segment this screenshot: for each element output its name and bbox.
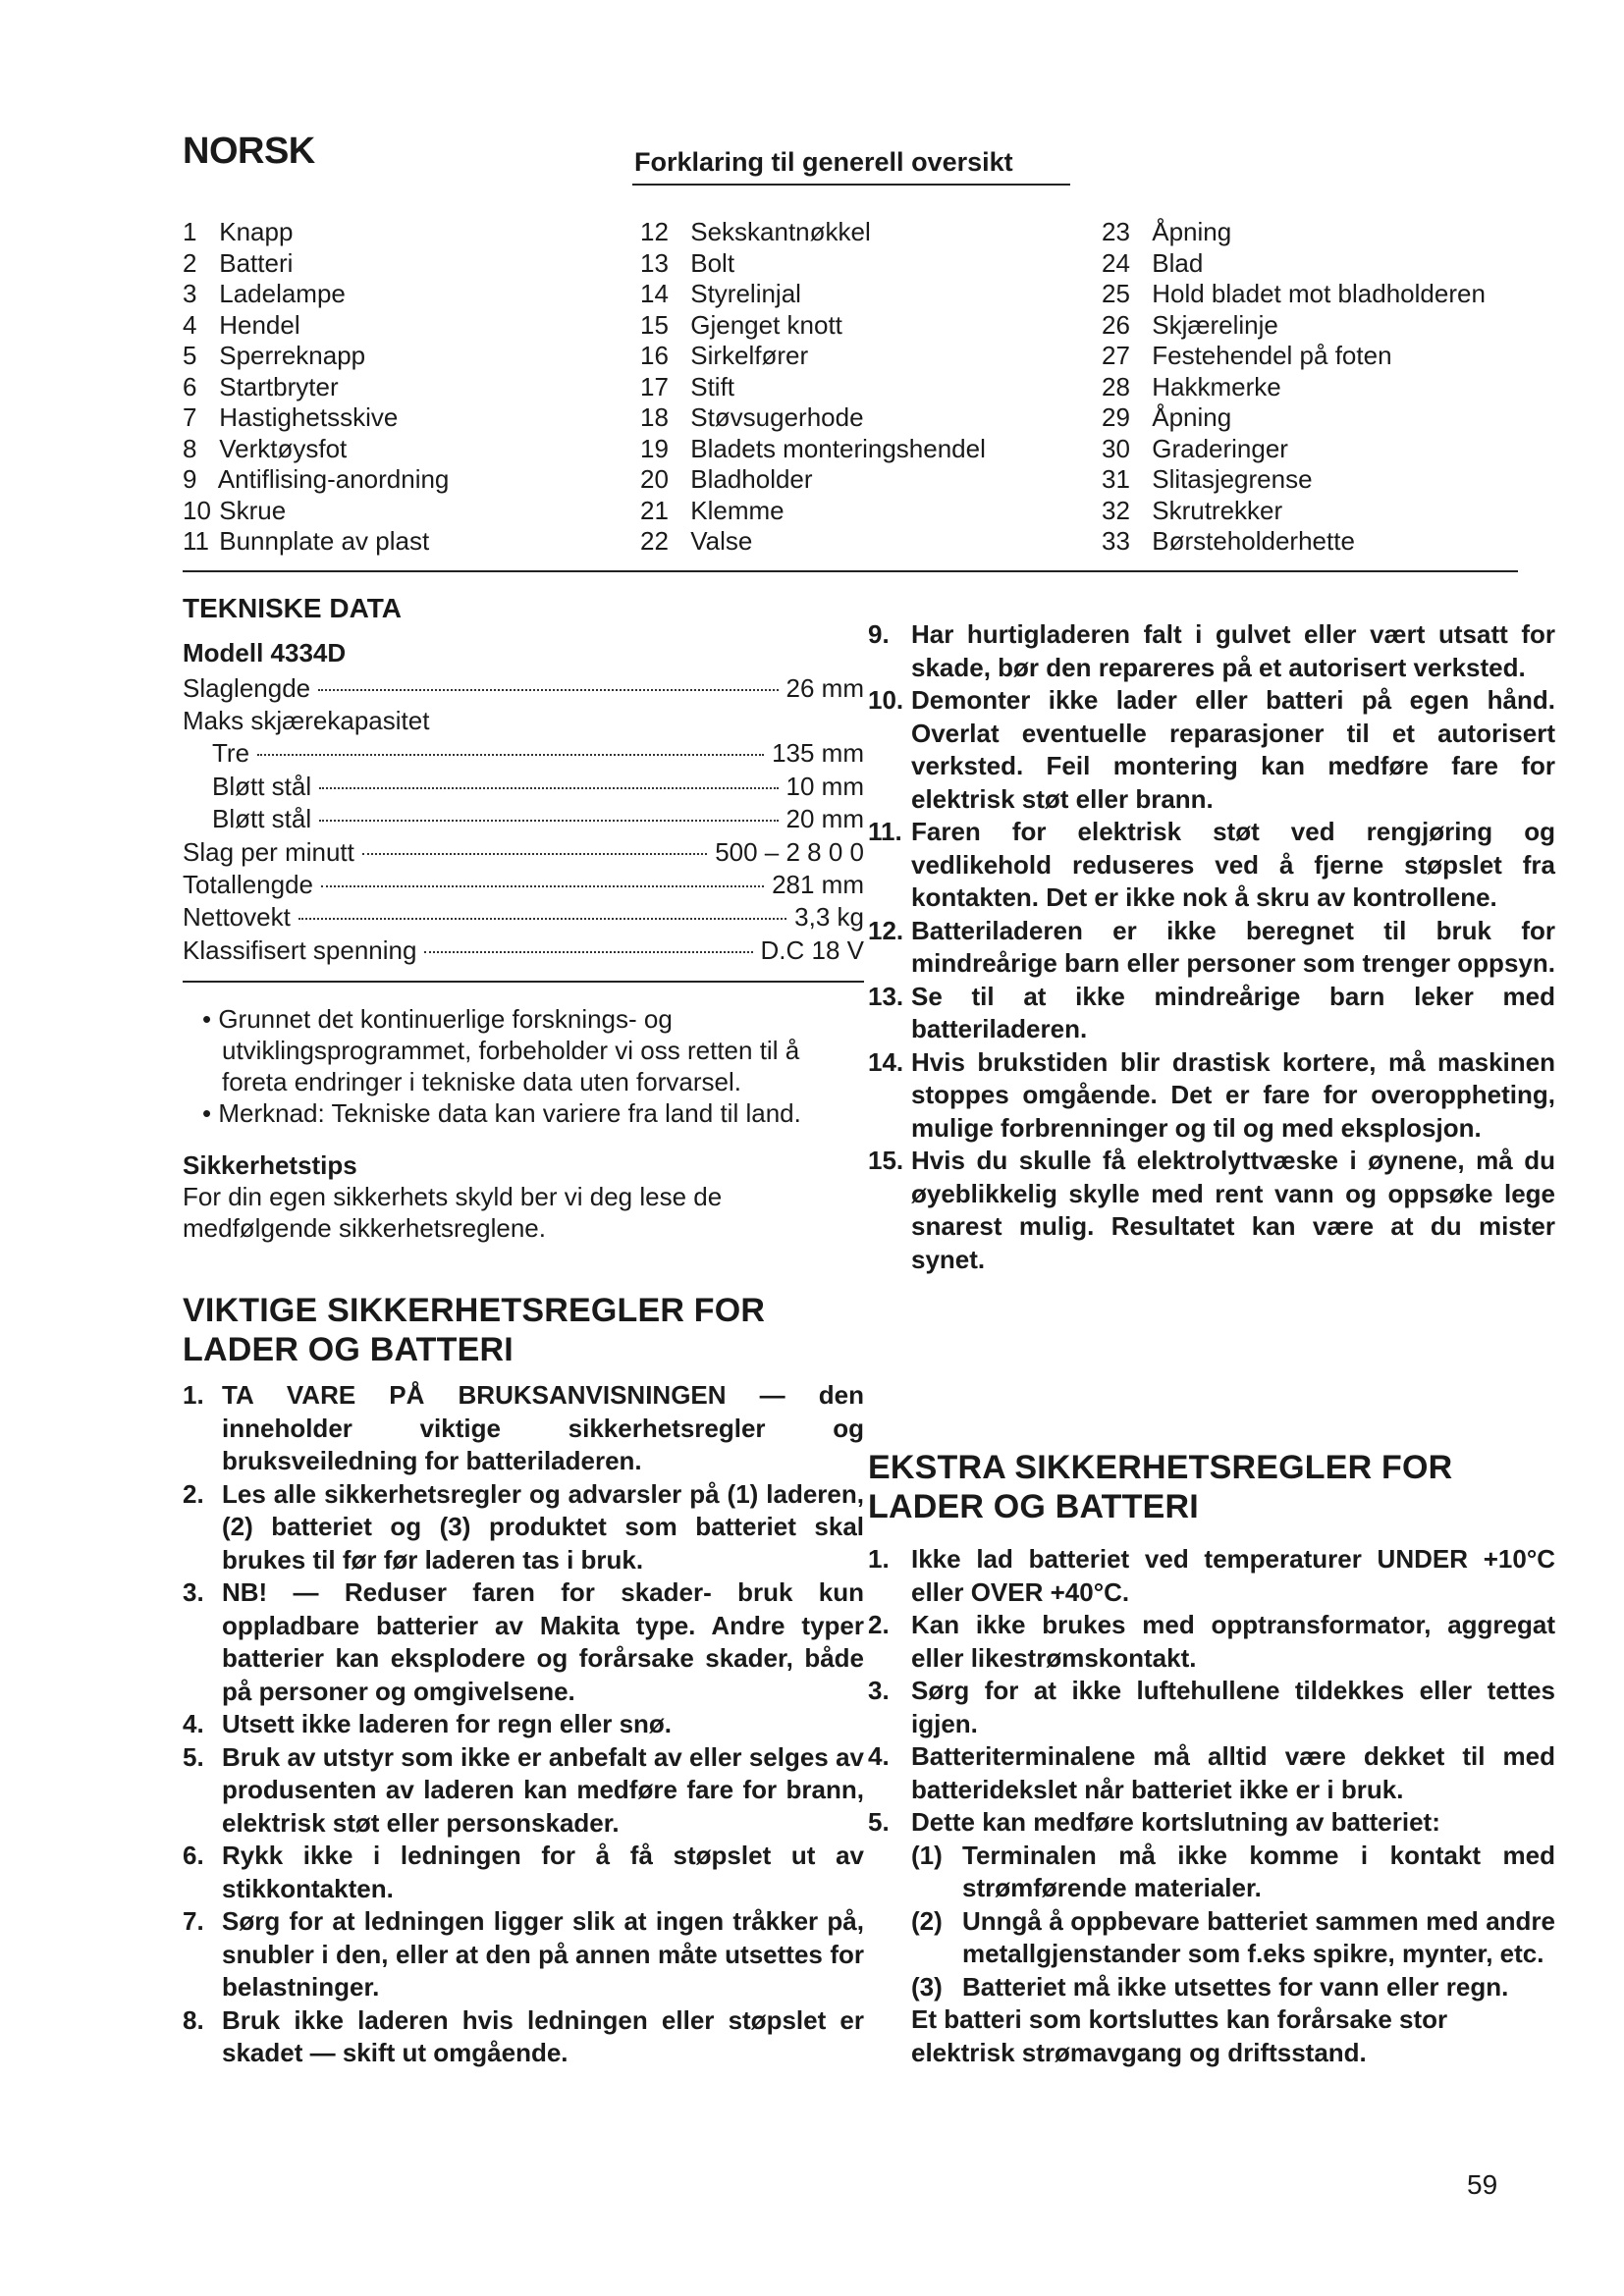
rule-item: 4. Utsett ikke laderen for regn eller snø. xyxy=(183,1709,673,1738)
legend-item: 1 Knapp xyxy=(183,217,294,246)
legend-item: 3 Ladelampe xyxy=(183,279,346,308)
legend-item: 23 Åpning xyxy=(1102,217,1232,246)
rule-subitem: (2) Unngå å oppbevare batteriet sammen med andre metallgjenstander som f.eks spikre, mynter, etc. xyxy=(911,1905,1555,1968)
rule-subitem: (3) Batteriet må ikke utsettes for vann eller regn. xyxy=(911,1971,1509,2002)
important-rules-continued xyxy=(868,618,1555,1276)
spec-row-steel-1: Bløtt stål 10 mm xyxy=(212,772,864,801)
important-rules-heading: VIKTIGE SIKKERHETSREGLER FOR LADER OG BATTERI xyxy=(183,1292,766,1368)
rule-item: 1. Ikke lad batteriet ved temperaturer UNDER +10°C eller OVER +40°C. xyxy=(868,1544,1555,1607)
rule-item: 3. NB! — Reduser faren for skader- bruk kun oppladbare batterier av Makita type. Andre typer batterier kan eksplodere og forårsake skader, både på personer og omgivelsene. xyxy=(183,1577,864,1706)
section-divider xyxy=(183,570,1518,572)
spec-row-strokes-per-minute: Slag per minutt 500 – 2 8 0 0 xyxy=(183,837,864,867)
legend-item: 5 Sperreknapp xyxy=(183,341,366,370)
rule-item: 7. Sørg for at ledningen ligger slik at ingen tråkker på, snubler i den, eller at den på annen måte utsettes for belastninger. xyxy=(183,1906,864,2002)
spec-row-length: Totallengde 281 mm xyxy=(183,870,864,899)
rule-item: 5. Dette kan medføre kortslutning av batteriet: xyxy=(868,1807,1440,1837)
legend-item: 7 Hastighetsskive xyxy=(183,402,399,432)
spec-row-weight: Nettovekt 3,3 kg xyxy=(183,902,864,932)
important-rules-list xyxy=(183,1379,864,2070)
rule-item: 14. Hvis brukstiden blir drastisk kortere, må maskinen stoppes omgående. Det er fare for overoppheting, mulige forbrenninger og til og med eksplosjon. xyxy=(868,1046,1555,1143)
legend-item: 15 Gjenget knott xyxy=(640,309,842,340)
spec-row-capacity: Maks skjærekapasitet xyxy=(183,706,430,735)
tech-divider xyxy=(183,981,864,983)
legend-item: 27 Festehendel på foten xyxy=(1102,341,1392,370)
legend-title: Forklaring til generell oversikt xyxy=(634,147,1013,177)
rule-item: 1. TA VARE PÅ BRUKSANVISNINGEN — den inneholder viktige sikkerhetsregler og bruksveiledning for batteriladeren. xyxy=(183,1380,864,1475)
legend-item: 24 Blad xyxy=(1102,247,1204,278)
legend-item: 20 Bladholder xyxy=(640,464,813,494)
legend-item: 33 Børsteholderhette xyxy=(1102,526,1355,556)
legend-item: 13 Bolt xyxy=(640,247,735,278)
spec-row-wood: Tre 135 mm xyxy=(212,738,864,768)
legend-item: 22 Valse xyxy=(640,526,753,556)
page-number: 59 xyxy=(1467,2169,1498,2200)
legend-item: 16 Sirkelfører xyxy=(640,341,809,370)
legend-item: 12 Sekskantnøkkel xyxy=(640,217,871,246)
legend-item: 18 Støvsugerhode xyxy=(640,402,864,432)
legend-item: 8 Verktøysfot xyxy=(183,433,348,463)
legend-column-3 xyxy=(1102,217,1486,558)
model-label: Modell 4334D xyxy=(183,638,347,667)
tech-note: • Grunnet det kontinuerlige forsknings- og utviklingsprogrammet, forbeholder vi oss retten til å foreta endringer i tekniske data uten forvarsel. xyxy=(202,1004,800,1096)
legend-item: 17 Stift xyxy=(640,371,735,401)
rule-item: 6. Rykk ikke i ledningen for å få støpslet ut av stikkontakten. xyxy=(183,1841,864,1903)
rule-item: 2. Kan ikke brukes med opptransformator, aggregat eller likestrømskontakt. xyxy=(868,1610,1555,1673)
rule-subitem: (1) Terminalen må ikke komme i kontakt med strømførende materialer. xyxy=(911,1840,1555,1902)
safety-tips-text: For din egen sikkerhets skyld ber vi deg lese de medfølgende sikkerhetsreglene. xyxy=(183,1182,723,1243)
rule-item: 8. Bruk ikke laderen hvis ledningen eller støpslet er skadet — skift ut omgående. xyxy=(183,2004,864,2067)
tech-notes xyxy=(202,1003,864,1129)
legend-item: 31 Slitasjegrense xyxy=(1102,464,1313,494)
legend-item: 6 Startbryter xyxy=(183,371,339,401)
legend-column-2 xyxy=(640,217,986,558)
legend-item: 10 Skrue xyxy=(183,495,287,525)
spec-row-stroke: Slaglengde 26 mm xyxy=(183,673,864,703)
legend-item: 32 Skrutrekker xyxy=(1102,495,1283,525)
legend-item: 30 Graderinger xyxy=(1102,433,1288,463)
legend-item: 14 Styrelinjal xyxy=(640,279,801,308)
legend-item: 26 Skjærelinje xyxy=(1102,309,1278,340)
legend-item: 9 Antiflising-anordning xyxy=(183,464,450,494)
rule-item: 12. Batteriladeren er ikke beregnet til bruk for mindreårige barn eller personer som trenger oppsyn. xyxy=(868,915,1555,978)
closing-note: Et batteri som kortsluttes kan forårsake stor elektrisk strømavgang og driftsstand. xyxy=(911,2004,1448,2067)
spec-row-steel-2: Bløtt stål 20 mm xyxy=(212,804,864,833)
rule-item: 5. Bruk av utstyr som ikke er anbefalt av eller selges av produsenten av laderen kan medføre fare for brann, elektrisk støt eller personskader. xyxy=(183,1741,864,1838)
language-heading: NORSK xyxy=(183,131,315,172)
rule-item: 13. Se til at ikke mindreårige barn leker med batteriladeren. xyxy=(868,981,1555,1043)
extra-rules-heading: EKSTRA SIKKERHETSREGLER FOR LADER OG BATTERI xyxy=(868,1449,1453,1525)
extra-rules-list xyxy=(868,1543,1555,2069)
rule-item: 4. Batteriterminalene må alltid være dekket til med batteridekslet når batteriet ikke er i bruk. xyxy=(868,1741,1555,1804)
rule-item: 3. Sørg for at ikke luftehullene tildekkes eller tettes igjen. xyxy=(868,1676,1555,1738)
rule-item: 11. Faren for elektrisk støt ved rengjøring og vedlikehold reduseres ved å fjerne støpslet fra kontakten. Det er ikke nok å skru av kontrollene. xyxy=(868,817,1555,912)
legend-item: 11 Bunnplate av plast xyxy=(183,526,430,556)
spec-row-voltage: Klassifisert spenning D.C 18 V xyxy=(183,935,864,965)
legend-item: 21 Klemme xyxy=(640,495,785,525)
rule-item: 9. Har hurtigladeren falt i gulvet eller vært utsatt for skade, bør den repareres på et autorisert verksted. xyxy=(868,619,1555,682)
rule-item: 10. Demonter ikke lader eller batteri på egen hånd. Overlat eventuelle reparasjoner til et autorisert verksted. Feil montering kan medføre fare for elektrisk støt eller brann. xyxy=(868,685,1555,814)
rule-item: 15. Hvis du skulle få elektrolyttvæske i øynene, må du øyeblikkelig skylle med rent vann og oppsøke lege snarest mulig. Resultatet kan være at du mister synet. xyxy=(868,1146,1555,1274)
legend-item: 2 Batteri xyxy=(183,247,294,278)
legend-item: 19 Bladets monteringshendel xyxy=(640,433,986,463)
legend-title-underline xyxy=(632,184,1070,186)
safety-tips-heading: Sikkerhetstips xyxy=(183,1150,357,1180)
legend-item: 28 Hakkmerke xyxy=(1102,371,1281,401)
legend-column-1 xyxy=(183,217,449,558)
rule-item: 2. Les alle sikkerhetsregler og advarsler på (1) laderen, (2) batteriet og (3) produktet som batteriet skal brukes til før før laderen tas i bruk. xyxy=(183,1478,864,1575)
tech-data-heading: TEKNISKE DATA xyxy=(183,593,402,623)
legend-item: 29 Åpning xyxy=(1102,402,1232,432)
legend-item: 4 Hendel xyxy=(183,309,300,340)
legend-item: 25 Hold bladet mot bladholderen xyxy=(1102,279,1486,308)
tech-note: • Merknad: Tekniske data kan variere fra land til land. xyxy=(202,1098,801,1128)
